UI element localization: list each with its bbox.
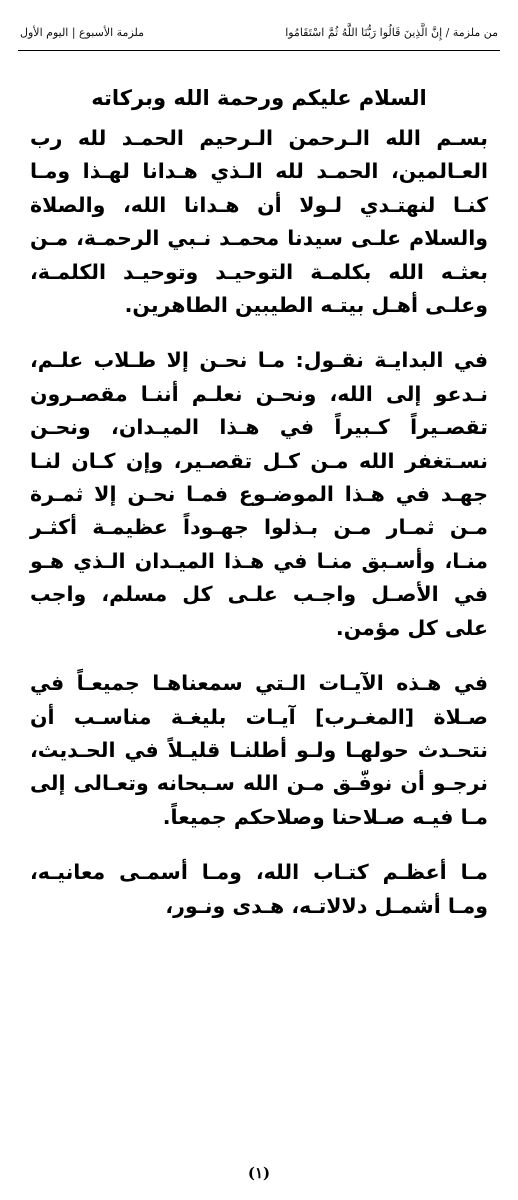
paragraph-verses: في هـذه الآيـات الـتي سمعناهـا جميعـاً في صـلاة [المغـرب] آيـات بليغـة مناسـب أن نتحـدث حولهـا ولـو أطلنـا قليـلاً في الحـديث، نرجـو أن نوفّـق مـن الله سـبحانه وتعـالى إلى مـا فيـه صـلاحنا وصلاحكم جميعاً. [30, 671, 488, 829]
header-series-label: ملزمة الأسبوع | اليوم الأول [20, 25, 145, 39]
greeting-heading: السلام عليكم ورحمة الله وبركاته [91, 86, 427, 110]
running-header [20, 22, 498, 42]
paragraph-introduction: في البدايـة نقـول: مـا نحـن إلا طـلاب علـم، نـدعو إلى الله، ونحـن نعلـم أننـا مقصـرون تقصـيراً كـبيراً في هـذا الميـدان، ونحـن نسـتغفر الله مـن كـل تقصـير، وإن كـان لنـا جهـد في هـذا الموضـوع فمـا نحـن إلا ثمـرة مـن ثمـار مـن بـذلوا جهـوداً عظيمـة أكثـر منـا، وأسـبق منـا في هـذا الميـدان الـذي هـو في الأصـل واجـب علـى كل مسلم، واجب على كل مؤمن. [30, 348, 488, 640]
paragraph-opening: بسـم الله الـرحمن الـرحيم الحمـد لله رب العـالمين، الحمـد لله الـذي هـدانا لهـذا ومـا كنـا لنهتـدي لـولا أن هـدانا الله، والصلاة والسلام علـى سيدنا محمـد نـبي الرحمـة، مـن بعثـه الله بكلمـة التوحيـد وتوحيـد الكلمـة، وعلـى أهـل بيتـه الطيبين الطاهرين. [30, 126, 488, 318]
paragraph-quran-praise: مـا أعظـم كتـاب الله، ومـا أسمـى معانيـه، ومـا أشمـل دلالاتـه، هـدى ونـور، [30, 860, 488, 918]
header-source-title: من ملزمة / إِنَّ الَّذِينَ قَالُوا رَبُّنَا اللَّهُ ثُمَّ اسْتَقَامُوا [285, 25, 498, 39]
header-divider [18, 50, 500, 51]
page-number: (١) [247, 1164, 271, 1182]
page-body [30, 78, 488, 923]
